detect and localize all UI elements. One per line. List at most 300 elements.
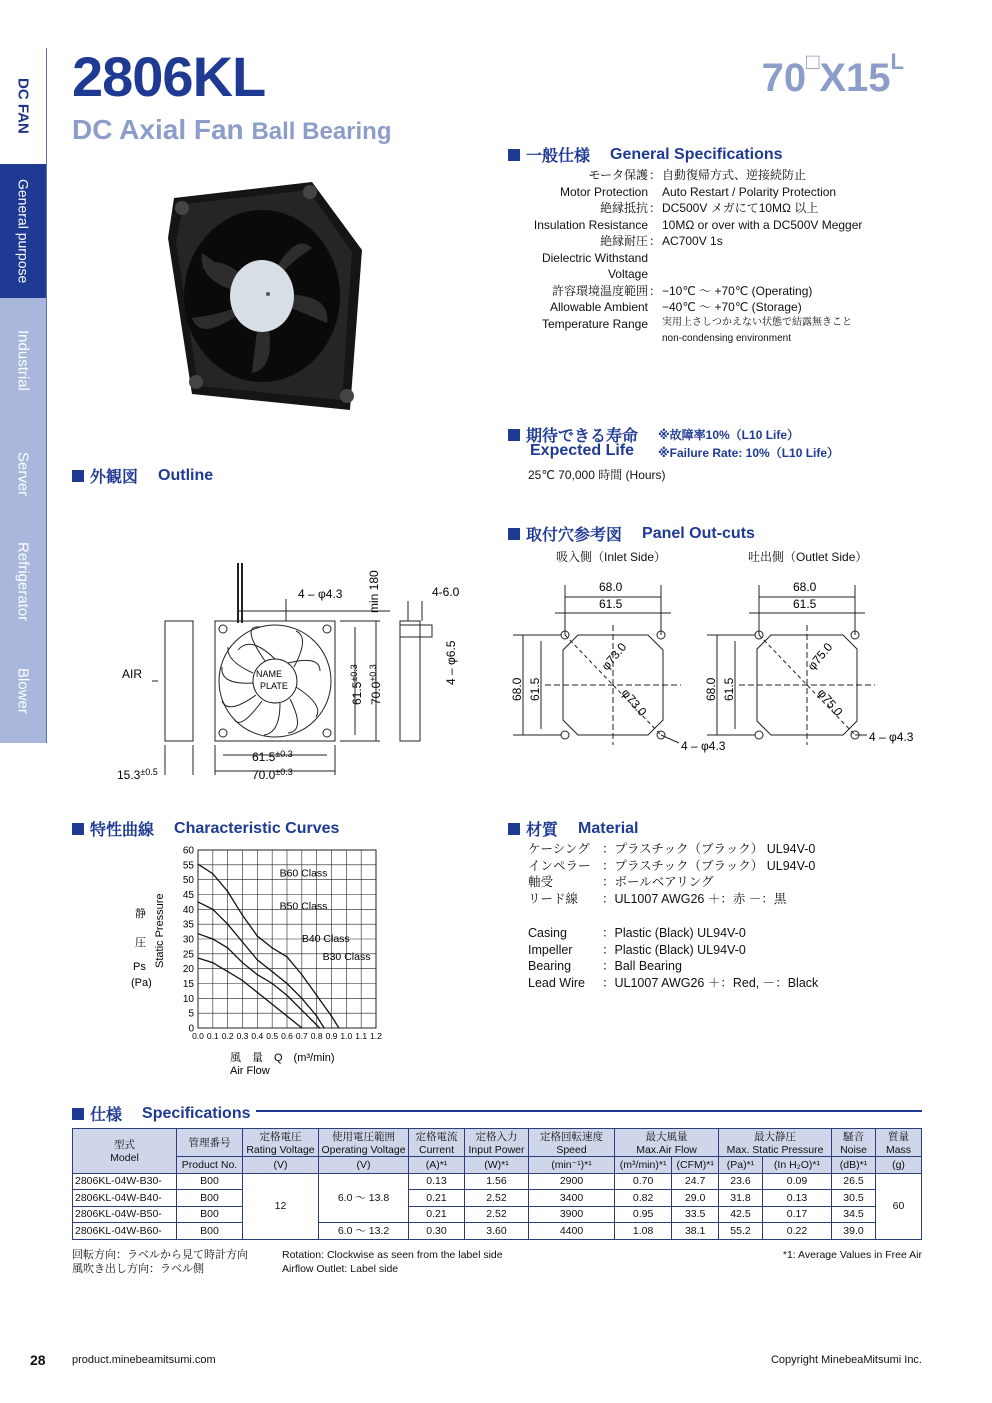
th-en: Rating Voltage bbox=[246, 1144, 315, 1156]
material-value: ：UL1007 AWG26 ＋：赤 －：黒 bbox=[602, 891, 787, 906]
sidebar-tab-industrial[interactable] bbox=[0, 298, 47, 422]
th-en: Input Power bbox=[468, 1144, 525, 1156]
unit-m3: (m³/min)*¹ bbox=[615, 1157, 672, 1174]
series-point bbox=[257, 992, 258, 993]
series-point bbox=[257, 935, 258, 936]
page-title: 2806KL bbox=[72, 45, 266, 108]
x-tick-label: 0.5 bbox=[266, 1031, 279, 1041]
section-title-en: Material bbox=[578, 819, 639, 837]
series-point bbox=[242, 980, 243, 981]
cell-speed: 2900 bbox=[529, 1173, 615, 1190]
th-mass bbox=[876, 1129, 922, 1157]
spec-row bbox=[508, 299, 862, 316]
dim-tolerance: ±0.5 bbox=[140, 767, 158, 777]
series-label: B60 Class bbox=[279, 867, 328, 880]
series-point bbox=[301, 1010, 302, 1011]
section-specifications bbox=[72, 1102, 251, 1125]
nameplate-label-1: NAME bbox=[256, 669, 283, 679]
spec-value: 自動復帰方式、逆接続防止 bbox=[662, 168, 807, 182]
size-l-symbol: L bbox=[890, 48, 904, 74]
cell-input-power: 2.52 bbox=[465, 1206, 529, 1223]
series-point bbox=[286, 1016, 287, 1017]
cell-pressure-inh2o: 0.09 bbox=[762, 1173, 831, 1190]
series-point bbox=[301, 974, 302, 975]
th-jp: 定格電流 bbox=[415, 1131, 458, 1143]
note-line: 回転方向：ラベルから見て時計方向 bbox=[72, 1249, 248, 1261]
spec-value: AC700V 1s bbox=[662, 234, 723, 248]
th-product-jp: 管理番号 bbox=[177, 1129, 243, 1157]
series-point bbox=[197, 864, 198, 865]
spec-row bbox=[508, 217, 862, 234]
cell-pressure-pa: 23.6 bbox=[719, 1173, 763, 1190]
section-title-en: Panel Out-cuts bbox=[642, 524, 755, 542]
spec-value: DC500V メガにて10MΩ 以上 bbox=[662, 201, 819, 215]
y-tick-label: 40 bbox=[182, 904, 194, 916]
th-en: Operating Voltage bbox=[321, 1144, 406, 1156]
section-marker bbox=[508, 429, 520, 441]
footer-url[interactable]: product.minebeamitsumi.com bbox=[72, 1354, 216, 1366]
cell-speed: 3900 bbox=[529, 1206, 615, 1223]
spec-key: Motor Protection bbox=[559, 184, 648, 199]
th-noise bbox=[832, 1129, 876, 1157]
sidebar-tab-label: DC FAN bbox=[14, 78, 32, 134]
cell-product-no: B00 bbox=[177, 1206, 243, 1223]
sidebar-tab-label: Refrigerator bbox=[14, 542, 32, 622]
material-value: ：ボールベアリング bbox=[602, 875, 714, 889]
section-marker bbox=[72, 470, 84, 482]
section-marker bbox=[508, 528, 520, 540]
series-point bbox=[242, 962, 243, 963]
section-marker bbox=[508, 149, 520, 161]
series-point bbox=[286, 995, 287, 996]
th-rating-voltage bbox=[243, 1129, 319, 1157]
ylabel-jp-1: 静 bbox=[135, 908, 146, 920]
section-title-en: General Specifications bbox=[610, 145, 783, 163]
section-title-jp: 取付穴参考図 bbox=[526, 527, 623, 544]
series-label: B30 Class bbox=[322, 950, 371, 963]
sidebar-tab-dc-fan[interactable] bbox=[0, 48, 47, 164]
unit-inh2o: (In H₂O)*¹ bbox=[762, 1157, 831, 1174]
x-tick-label: 1.2 bbox=[370, 1031, 382, 1041]
spec-sep: ： bbox=[648, 201, 661, 215]
section-outline bbox=[72, 464, 213, 487]
dim-diameter: 4 – φ6.5 bbox=[444, 640, 458, 685]
series-point bbox=[272, 983, 273, 984]
section-general-specs bbox=[508, 143, 783, 166]
spec-key: 絶縁耐圧 bbox=[599, 234, 648, 248]
subtitle-bearing: Ball Bearing bbox=[251, 118, 392, 145]
expected-life-title-en bbox=[530, 442, 634, 460]
dim-thickness bbox=[117, 767, 158, 782]
series-line bbox=[198, 934, 320, 1028]
cell-airflow-m3: 1.08 bbox=[615, 1223, 672, 1240]
cell-airflow-cfm: 29.0 bbox=[672, 1190, 719, 1207]
sidebar-tab-refrigerator[interactable] bbox=[0, 526, 47, 638]
fan-photo bbox=[162, 178, 370, 414]
th-jp: 使用電圧範囲 bbox=[332, 1131, 395, 1143]
spec-row bbox=[508, 200, 862, 217]
spec-value: −40℃ ～ +70℃ (Storage) bbox=[662, 300, 802, 314]
material-value: ：プラスチック（ブラック） UL94V-0 bbox=[602, 842, 816, 856]
th-en: Current bbox=[418, 1144, 454, 1156]
th-operating-voltage bbox=[319, 1129, 409, 1157]
spec-sep bbox=[648, 299, 662, 316]
material-row bbox=[528, 891, 818, 908]
th-air-flow bbox=[615, 1129, 719, 1157]
x-tick-label: 1.0 bbox=[340, 1031, 353, 1041]
section-marker bbox=[72, 1108, 84, 1120]
cell-mass: 60 bbox=[876, 1173, 922, 1239]
spec-key: 許容環境温度範囲 bbox=[551, 283, 648, 298]
th-en: Speed bbox=[556, 1144, 587, 1156]
inlet-side-label: 吸入側（Inlet Side） bbox=[556, 550, 667, 564]
material-key: ケーシング bbox=[528, 842, 590, 856]
outlet-dim-61: 61.5 bbox=[793, 597, 817, 611]
th-speed bbox=[529, 1129, 615, 1157]
cell-current: 0.21 bbox=[409, 1206, 465, 1223]
series-point bbox=[316, 1016, 317, 1017]
outlet-side-label: 吐出側（Outlet Side） bbox=[748, 550, 868, 564]
series-point bbox=[227, 891, 228, 892]
spec-value: non-condensing environment bbox=[662, 333, 791, 344]
series-point bbox=[197, 901, 198, 902]
x-tick-label: 0.6 bbox=[281, 1031, 293, 1041]
ylabel-en: Static Pressure bbox=[154, 893, 166, 968]
spec-key bbox=[508, 332, 648, 346]
table-row bbox=[73, 1206, 922, 1223]
spec-key: モータ保護 bbox=[588, 168, 648, 182]
section-material bbox=[508, 817, 638, 840]
unit-pa: (Pa)*¹ bbox=[719, 1157, 763, 1174]
series-line bbox=[198, 864, 339, 1028]
characteristic-curves-chart bbox=[120, 840, 400, 1080]
th-en: Max.Air Flow bbox=[636, 1144, 697, 1156]
cell-pressure-inh2o: 0.13 bbox=[762, 1190, 831, 1207]
material-value: ：Plastic (Black) UL94V-0 bbox=[602, 926, 746, 940]
cell-input-power: 1.56 bbox=[465, 1173, 529, 1190]
spec-key: Temperature Range bbox=[541, 316, 648, 331]
spec-value: 実用上さしつかえない状態で結露無きこと bbox=[662, 316, 852, 328]
spec-row bbox=[508, 250, 862, 283]
section-title-en: Specifications bbox=[142, 1104, 251, 1122]
unit-rv: (V) bbox=[243, 1157, 319, 1174]
page-subtitle bbox=[72, 114, 392, 146]
sidebar-tab-general-purpose[interactable] bbox=[0, 164, 47, 298]
dim-tolerance: ±0.3 bbox=[275, 749, 293, 759]
th-model bbox=[73, 1129, 177, 1174]
section-marker bbox=[72, 823, 84, 835]
cell-rating-voltage: 12 bbox=[243, 1173, 319, 1239]
cell-current: 0.13 bbox=[409, 1173, 465, 1190]
cell-airflow-cfm: 24.7 bbox=[672, 1173, 719, 1190]
spec-row bbox=[508, 233, 862, 250]
cell-pressure-inh2o: 0.17 bbox=[762, 1206, 831, 1223]
size-code bbox=[761, 48, 904, 101]
material-key: 軸受 bbox=[528, 875, 554, 889]
cell-speed: 3400 bbox=[529, 1190, 615, 1207]
category-sidebar bbox=[0, 48, 47, 743]
unit-cfm: (CFM)*¹ bbox=[672, 1157, 719, 1174]
sidebar-tab-label: Industrial bbox=[14, 329, 32, 391]
note-line: 風吹き出し方向：ラベル側 bbox=[72, 1263, 204, 1275]
ylabel-unit: (Pa) bbox=[131, 977, 152, 989]
material-row bbox=[528, 841, 818, 858]
spec-key: 絶縁抵抗 bbox=[599, 201, 648, 215]
spec-sep bbox=[648, 250, 662, 283]
series-label: B50 Class bbox=[279, 900, 328, 913]
material-key: リード線 bbox=[528, 891, 579, 906]
material-key: Casing bbox=[528, 926, 567, 940]
specifications-table bbox=[72, 1128, 922, 1240]
series-point bbox=[301, 998, 302, 999]
inlet-dim-diameter-2: φ73.0 bbox=[618, 685, 650, 719]
series-point bbox=[323, 1027, 324, 1028]
outline-drawing bbox=[110, 555, 480, 785]
x-tick-label: 0.1 bbox=[206, 1031, 219, 1041]
inlet-dim-68-v: 68.0 bbox=[510, 677, 524, 701]
dim-tolerance: ±0.3 bbox=[275, 767, 293, 777]
spec-key: Dielectric Withstand Voltage bbox=[541, 250, 648, 281]
cell-product-no: B00 bbox=[177, 1190, 243, 1207]
material-key: Lead Wire bbox=[528, 975, 585, 990]
series-point bbox=[212, 873, 213, 874]
dim-value: 15.3 bbox=[117, 768, 141, 782]
ylabel-jp-2: 圧 bbox=[135, 937, 146, 949]
cell-airflow-m3: 0.70 bbox=[615, 1173, 672, 1190]
material-key: Bearing bbox=[528, 959, 572, 973]
x-tick-label: 0.7 bbox=[295, 1031, 308, 1041]
series-point bbox=[272, 1004, 273, 1005]
outlet-dim-68: 68.0 bbox=[793, 580, 817, 594]
material-value: ：Ball Bearing bbox=[602, 959, 682, 973]
x-tick-label: 0.3 bbox=[236, 1031, 249, 1041]
dim-value: 61.5 bbox=[252, 750, 276, 764]
y-tick-label: 60 bbox=[182, 845, 194, 857]
section-title-en: Outline bbox=[158, 466, 214, 484]
cell-current: 0.21 bbox=[409, 1190, 465, 1207]
cell-airflow-cfm: 38.1 bbox=[672, 1223, 719, 1240]
y-tick-label: 20 bbox=[182, 964, 194, 976]
th-current bbox=[409, 1129, 465, 1157]
th-jp: 騒音 bbox=[843, 1131, 864, 1143]
chart-x-ticks bbox=[192, 1031, 382, 1041]
th-en: Noise bbox=[840, 1144, 867, 1156]
series-point bbox=[242, 915, 243, 916]
cell-operating-voltage: 6.0 ～ 13.8 bbox=[319, 1173, 409, 1223]
series-point bbox=[331, 1016, 332, 1017]
cell-pressure-pa: 42.5 bbox=[719, 1206, 763, 1223]
y-tick-label: 55 bbox=[182, 860, 194, 872]
spec-row bbox=[508, 316, 862, 333]
life-note-jp: ※故障率10%（L10 Life） bbox=[658, 428, 800, 442]
y-tick-label: 15 bbox=[182, 979, 194, 990]
cell-product-no: B00 bbox=[177, 1223, 243, 1240]
th-jp: 型式 bbox=[114, 1139, 135, 1152]
cell-product-no: B00 bbox=[177, 1173, 243, 1190]
dim-tolerance: ±0.3 bbox=[368, 664, 378, 682]
note-line: Airflow Outlet: Label side bbox=[282, 1263, 399, 1275]
cell-current: 0.30 bbox=[409, 1223, 465, 1240]
dim-width-70 bbox=[252, 767, 293, 782]
cell-speed: 4400 bbox=[529, 1223, 615, 1240]
series-point bbox=[319, 1027, 320, 1028]
panel-cutouts-drawing bbox=[505, 575, 925, 760]
spec-sep: ： bbox=[648, 168, 661, 182]
section-title-jp: 一般仕様 bbox=[526, 148, 591, 165]
cell-model: 2806KL-04W-B60- bbox=[73, 1223, 177, 1240]
dim-air-label: AIR bbox=[122, 667, 143, 681]
material-row bbox=[528, 958, 818, 975]
cell-operating-voltage: 6.0 ～ 13.2 bbox=[319, 1223, 409, 1240]
dim-connector: 4-6.0 bbox=[432, 585, 460, 599]
inlet-dim-68: 68.0 bbox=[599, 580, 623, 594]
section-title-jp: 外観図 bbox=[90, 469, 139, 486]
series-point bbox=[212, 962, 213, 963]
outlet-dim-61-v: 61.5 bbox=[722, 677, 736, 701]
series-point bbox=[316, 1024, 317, 1025]
series-point bbox=[286, 956, 287, 957]
note-line: Rotation: Clockwise as seen from the label side bbox=[282, 1249, 503, 1261]
section-title-jp: 期待できる寿命 bbox=[526, 428, 639, 445]
x-tick-label: 0.4 bbox=[251, 1031, 264, 1041]
life-note-en: ※Failure Rate: 10%（L10 Life） bbox=[658, 446, 840, 460]
spec-row bbox=[508, 283, 862, 300]
y-tick-label: 10 bbox=[182, 993, 194, 1005]
sidebar-tab-label: Server bbox=[14, 451, 32, 497]
table-row bbox=[73, 1173, 922, 1190]
dim-value: 70.0 bbox=[369, 681, 383, 705]
unit-power: (W)*¹ bbox=[465, 1157, 529, 1174]
th-input-power bbox=[465, 1129, 529, 1157]
chart-series-labels bbox=[280, 868, 371, 963]
th-jp: 定格入力 bbox=[475, 1131, 518, 1143]
life-value: 25℃ 70,000 時間 (Hours) bbox=[528, 468, 666, 482]
th-jp: 質量 bbox=[888, 1131, 909, 1143]
section-title-jp: 仕様 bbox=[90, 1107, 123, 1124]
spec-value: −10℃ ～ +70℃ (Operating) bbox=[662, 283, 813, 298]
cell-noise: 39.0 bbox=[832, 1223, 876, 1240]
spec-sep bbox=[648, 184, 662, 201]
th-en: Mass bbox=[885, 1144, 912, 1156]
series-point bbox=[242, 941, 243, 942]
material-row bbox=[528, 975, 818, 992]
cell-airflow-m3: 0.95 bbox=[615, 1206, 672, 1223]
th-static-pressure bbox=[719, 1129, 832, 1157]
dim-height-61 bbox=[349, 664, 364, 705]
series-point bbox=[272, 971, 273, 972]
sidebar-tab-server[interactable] bbox=[0, 422, 47, 526]
th-jp: 最大風量 bbox=[645, 1131, 688, 1143]
series-label: B40 Class bbox=[301, 932, 350, 945]
section-curves bbox=[72, 817, 339, 840]
sidebar-tab-blower[interactable] bbox=[0, 638, 47, 743]
dim-value: 61.5 bbox=[350, 681, 364, 705]
outlet-dim-diameter-2: φ75.0 bbox=[814, 685, 846, 719]
series-point bbox=[316, 995, 317, 996]
note-average: *1: Average Values in Free Air bbox=[782, 1249, 922, 1261]
section-title-jp: 材質 bbox=[526, 822, 559, 839]
material-row bbox=[528, 925, 818, 942]
material-row bbox=[528, 942, 818, 959]
inlet-dim-diameter-1: φ73.0 bbox=[598, 640, 630, 673]
series-point bbox=[197, 933, 198, 934]
y-tick-label: 25 bbox=[182, 949, 194, 961]
cell-airflow-cfm: 33.5 bbox=[672, 1206, 719, 1223]
xlabel-jp: 風 量 Q (m³/min) bbox=[230, 1052, 335, 1064]
spec-sep bbox=[648, 332, 662, 346]
cell-pressure-pa: 55.2 bbox=[719, 1223, 763, 1240]
material-value: ：UL1007 AWG26 ＋：Red, －：Black bbox=[602, 975, 819, 990]
y-tick-label: 50 bbox=[182, 875, 194, 887]
material-key: インペラー bbox=[528, 858, 591, 873]
y-tick-label: 35 bbox=[182, 919, 194, 931]
table-row bbox=[73, 1190, 922, 1207]
xlabel-en: Air Flow bbox=[230, 1065, 270, 1077]
dim-value: 70.0 bbox=[252, 768, 276, 782]
side-view bbox=[165, 621, 193, 741]
spec-key: Insulation Resistance bbox=[533, 217, 648, 232]
y-tick-label: 45 bbox=[182, 890, 194, 901]
material-row bbox=[528, 874, 818, 891]
unit-ov: (V) bbox=[319, 1157, 409, 1174]
size-square-symbol: □ bbox=[806, 48, 820, 74]
material-key: Impeller bbox=[528, 942, 573, 957]
x-tick-label: 0.0 bbox=[192, 1031, 204, 1041]
size-thickness: X15 bbox=[819, 56, 891, 100]
th-jp: 定格電圧 bbox=[259, 1131, 302, 1143]
material-value: ：Plastic (Black) UL94V-0 bbox=[602, 942, 746, 957]
spec-sep: ： bbox=[648, 234, 661, 248]
series-point bbox=[197, 957, 198, 958]
spec-value: Auto Restart / Polarity Protection bbox=[662, 184, 837, 199]
size-width: 70 bbox=[761, 56, 807, 100]
th-en: Model bbox=[110, 1152, 139, 1165]
material-row bbox=[528, 858, 818, 875]
spec-sep bbox=[648, 316, 662, 333]
cell-model: 2806KL-04W-B40- bbox=[73, 1190, 177, 1207]
series-point bbox=[338, 1027, 339, 1028]
nameplate-label-2: PLATE bbox=[260, 681, 288, 691]
spec-value: 10MΩ or over with a DC500V Megger bbox=[662, 217, 863, 232]
unit-current: (A)*¹ bbox=[409, 1157, 465, 1174]
chart-series bbox=[197, 864, 339, 1029]
th-jp: 定格回転速度 bbox=[540, 1131, 603, 1143]
spec-row bbox=[508, 332, 862, 346]
series-point bbox=[227, 971, 228, 972]
section-marker bbox=[508, 823, 520, 835]
x-tick-label: 1.1 bbox=[355, 1031, 368, 1041]
general-specs-list bbox=[508, 167, 862, 346]
series-point bbox=[227, 947, 228, 948]
subtitle-main: DC Axial Fan bbox=[72, 114, 244, 145]
cell-input-power: 2.52 bbox=[465, 1190, 529, 1207]
series-point bbox=[212, 909, 213, 910]
x-tick-label: 0.8 bbox=[310, 1031, 323, 1041]
dim-holes: 4 – φ4.3 bbox=[298, 587, 343, 601]
note-jp bbox=[72, 1248, 248, 1276]
th-product-en: Product No. bbox=[177, 1157, 243, 1174]
unit-noise: (dB)*¹ bbox=[832, 1157, 876, 1174]
chart-y-ticks bbox=[183, 846, 195, 1035]
outlet-dim-diameter-1: φ75.0 bbox=[804, 640, 836, 673]
section-title-en: Expected Life bbox=[530, 442, 635, 459]
section-title-jp: 特性曲線 bbox=[90, 822, 155, 839]
y-tick-label: 0 bbox=[188, 1023, 194, 1035]
sidebar-tab-label: General purpose bbox=[15, 178, 32, 284]
cell-input-power: 3.60 bbox=[465, 1223, 529, 1240]
series-point bbox=[301, 1027, 302, 1028]
spec-key: Allowable Ambient bbox=[549, 300, 648, 314]
